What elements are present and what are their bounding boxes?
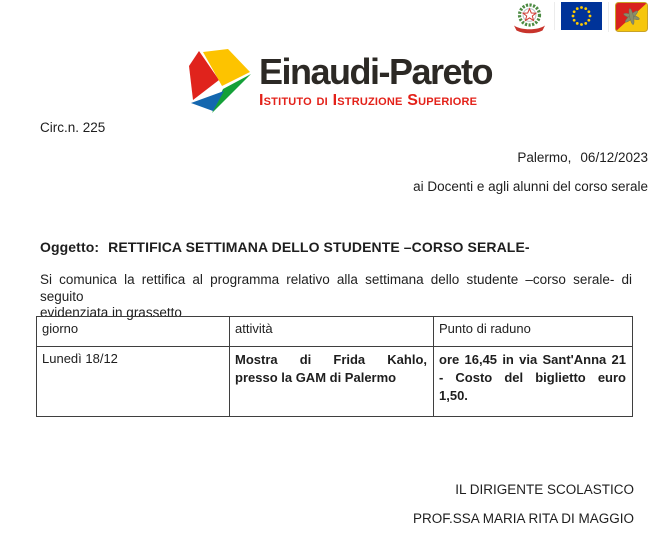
cell-attivita-line-2: presso la GAM di Palermo	[235, 370, 397, 385]
body-line-1: Si comunica la rettifica al programma relativo alla settimana dello studente –corso serale- di seguito	[40, 272, 632, 304]
column-header-punto-di-raduno: Punto di raduno	[434, 317, 633, 347]
european-union-flag-icon	[554, 2, 608, 30]
school-name: Einaudi-Pareto	[259, 51, 493, 92]
place: Palermo,	[517, 150, 572, 165]
school-subtitle	[259, 93, 492, 109]
italian-republic-emblem-icon	[511, 2, 548, 34]
sicily-coat-of-arms-icon	[615, 2, 648, 32]
date: 06/12/2023	[580, 150, 648, 165]
body-line-2: evidenziata in grassetto	[40, 305, 182, 320]
signature-role: IL DIRIGENTE SCOLASTICO	[455, 482, 634, 497]
european-union-flag-icon	[561, 2, 602, 30]
circular-number: Circ.n. 225	[40, 120, 106, 135]
table-row	[37, 347, 633, 417]
signature-name: PROF.SSA MARIA RITA DI MAGGIO	[412, 511, 634, 526]
column-header-giorno: giorno	[37, 317, 230, 347]
table-header-row	[37, 317, 633, 347]
institutional-emblems	[505, 2, 654, 34]
body-paragraph	[40, 272, 632, 322]
school-logo-pinwheel-icon	[186, 48, 254, 116]
cell-raduno-line-3: 1,50.	[439, 388, 468, 403]
place-date-line	[517, 150, 648, 165]
italian-republic-emblem-icon	[505, 2, 554, 34]
school-subtitle-main: Istruzione Superiore	[332, 92, 478, 109]
cell-attivita	[230, 347, 434, 417]
schedule-table	[36, 316, 633, 417]
cell-attivita-line-1: Mostra di Frida Kahlo,	[235, 352, 427, 367]
cell-punto-di-raduno	[434, 347, 633, 417]
school-logo	[186, 48, 492, 116]
cell-giorno: Lunedì 18/12	[37, 347, 230, 417]
sicily-coat-of-arms-icon	[608, 2, 654, 32]
subject-label: Oggetto:	[40, 239, 100, 255]
school-logo-text	[259, 48, 492, 109]
cell-raduno-line-2: - Costo del biglietto euro	[439, 370, 626, 385]
subject-text: RETTIFICA SETTIMANA DELLO STUDENTE –CORSO SERALE-	[108, 239, 530, 255]
cell-raduno-line-1: ore 16,45 in via Sant'Anna 21	[439, 352, 626, 367]
school-subtitle-prefix: Istituto di	[259, 92, 333, 109]
recipients-line: ai Docenti e agli alunni del corso serale	[413, 179, 648, 194]
subject-line	[40, 239, 530, 255]
column-header-attivita: attività	[230, 317, 434, 347]
